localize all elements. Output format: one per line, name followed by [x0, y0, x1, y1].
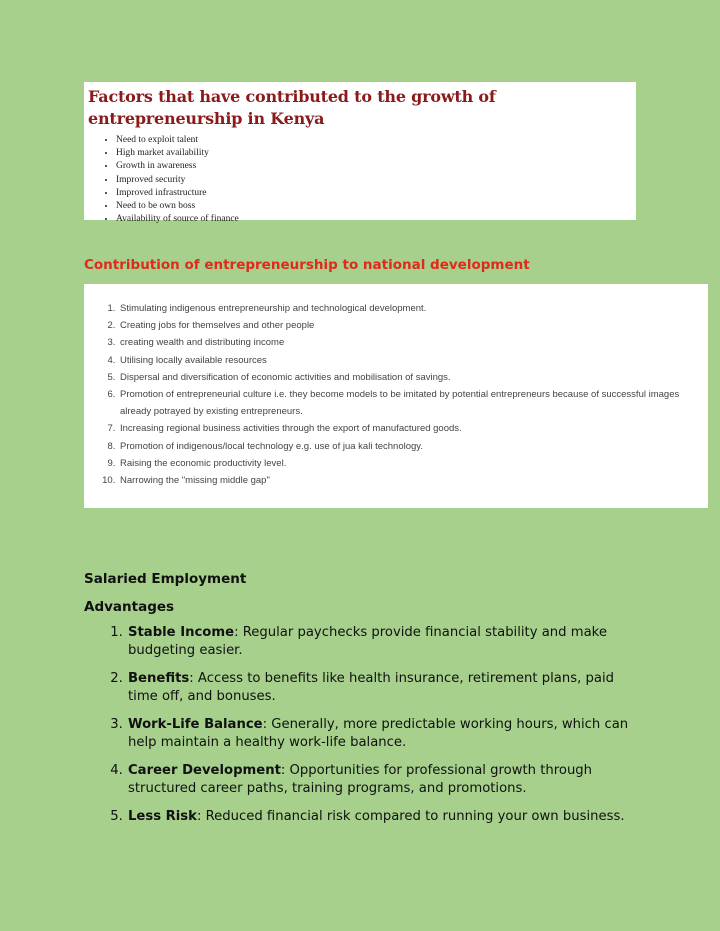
list-item: 3. creating wealth and distributing income: [118, 334, 702, 351]
item-text: : Opportunities for professional growth through structured career paths, training programs, and promotions.: [128, 763, 593, 796]
contribution-list: [90, 300, 702, 489]
list-item: 7. Increasing regional business activities through the export of manufactured goods.: [118, 420, 702, 437]
advantages-heading: Advantages: [84, 599, 175, 615]
list-item: [127, 716, 644, 752]
item-text: : Regular paychecks provide financial stability and make budgeting easier.: [128, 625, 607, 658]
item-text: : Generally, more predictable working hours, which can help maintain a healthy work-life balance.: [128, 717, 629, 750]
contribution-title: Contribution of entrepreneurship to national development: [84, 257, 530, 273]
list-item: 6. Promotion of entrepreneurial culture i.e. they become models to be imitated by potential entrepreneurs because of successful images already potrayed by existing entrepreneurs.: [118, 386, 702, 420]
employment-heading: Salaried Employment: [84, 571, 247, 587]
list-item: 1. Stimulating indigenous entrepreneurship and technological development.: [118, 300, 702, 317]
list-item: • Need to be own boss: [116, 200, 630, 213]
list-item: [127, 624, 644, 660]
factors-title: Factors that have contributed to the growth of entrepreneurship in Kenya: [88, 87, 496, 128]
item-term: Career Development: [128, 763, 281, 778]
contribution-panel: [84, 284, 708, 508]
list-item: 10. Narrowing the "missing middle gap": [118, 472, 702, 489]
list-item: • Improved security: [116, 174, 630, 187]
employment-section: [84, 570, 644, 836]
item-term: Less Risk: [128, 809, 197, 824]
list-item: 2. Creating jobs for themselves and other people: [118, 317, 702, 334]
list-item: • Need to exploit talent: [116, 134, 630, 147]
list-item: 5. Dispersal and diversification of economic activities and mobilisation of savings.: [118, 369, 702, 386]
list-item: [127, 670, 644, 706]
advantages-list: [84, 624, 644, 826]
list-item: 4. Utilising locally available resources: [118, 352, 702, 369]
list-item: • Availability of source of finance: [116, 213, 630, 226]
list-item: 9. Raising the economic productivity level.: [118, 455, 702, 472]
factors-panel: [84, 82, 636, 225]
list-item: 8. Promotion of indigenous/local technology e.g. use of jua kali technology.: [118, 438, 702, 455]
list-item: [127, 808, 644, 826]
list-item: • Improved infrastructure: [116, 187, 630, 200]
list-item: [127, 762, 644, 798]
factors-list: [88, 134, 630, 226]
item-term: Benefits: [128, 671, 190, 686]
item-term: Stable Income: [128, 625, 235, 640]
item-text: : Reduced financial risk compared to running your own business.: [196, 809, 625, 824]
item-term: Work-Life Balance: [128, 717, 263, 732]
list-item: • Growth in awareness: [116, 160, 630, 173]
item-text: : Access to benefits like health insurance, retirement plans, paid time off, and bonuses.: [128, 671, 614, 704]
list-item: • High market availability: [116, 147, 630, 160]
